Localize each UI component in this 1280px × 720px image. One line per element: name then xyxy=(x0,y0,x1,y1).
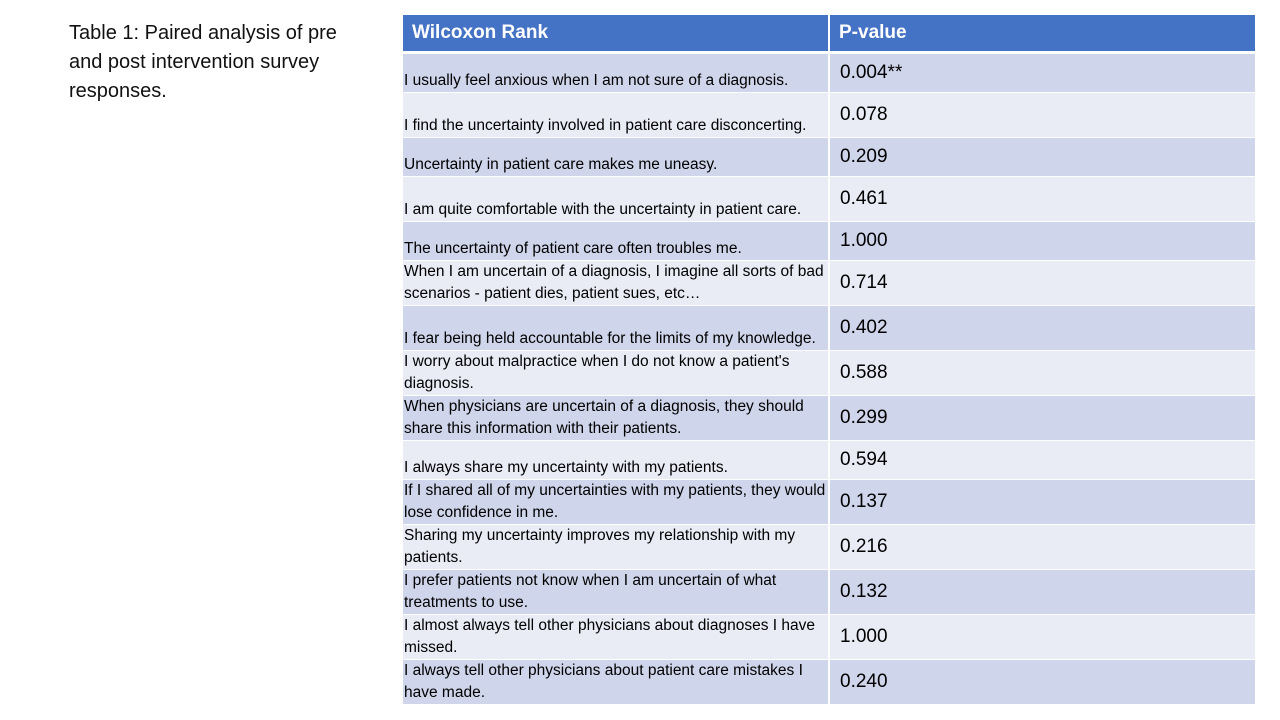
pvalue-cell: 0.216 xyxy=(829,525,1255,570)
pvalue-cell: 0.240 xyxy=(829,660,1255,705)
pvalue-cell: 1.000 xyxy=(829,222,1255,261)
statement-cell: I almost always tell other physicians about diagnoses I have missed. xyxy=(403,615,829,660)
pvalue-cell: 0.594 xyxy=(829,441,1255,480)
table-row xyxy=(403,615,1255,660)
results-table-container xyxy=(403,15,1255,705)
statement-cell: I find the uncertainty involved in patient care disconcerting. xyxy=(403,93,829,138)
table-row xyxy=(403,93,1255,138)
statement-cell: I usually feel anxious when I am not sure of a diagnosis. xyxy=(403,53,829,93)
pvalue-cell: 0.588 xyxy=(829,351,1255,396)
table-row xyxy=(403,306,1255,351)
table-row xyxy=(403,441,1255,480)
table-row xyxy=(403,570,1255,615)
statement-cell: The uncertainty of patient care often troubles me. xyxy=(403,222,829,261)
pvalue-cell: 0.137 xyxy=(829,480,1255,525)
table-row xyxy=(403,660,1255,705)
results-table xyxy=(403,15,1255,705)
statement-cell: If I shared all of my uncertainties with my patients, they would lose confidence in me. xyxy=(403,480,829,525)
statement-cell: I am quite comfortable with the uncertainty in patient care. xyxy=(403,177,829,222)
statement-cell: Uncertainty in patient care makes me uneasy. xyxy=(403,138,829,177)
statement-cell: Sharing my uncertainty improves my relationship with my patients. xyxy=(403,525,829,570)
pvalue-cell: 0.402 xyxy=(829,306,1255,351)
pvalue-cell: 0.299 xyxy=(829,396,1255,441)
statement-cell: When I am uncertain of a diagnosis, I imagine all sorts of bad scenarios - patient dies, patient sues, etc… xyxy=(403,261,829,306)
statement-cell: I always share my uncertainty with my patients. xyxy=(403,441,829,480)
table-header-row xyxy=(403,15,1255,53)
statement-cell: I prefer patients not know when I am uncertain of what treatments to use. xyxy=(403,570,829,615)
pvalue-cell: 0.461 xyxy=(829,177,1255,222)
column-header-statement: Wilcoxon Rank xyxy=(403,15,829,53)
table-row xyxy=(403,351,1255,396)
table-row xyxy=(403,53,1255,93)
table-row xyxy=(403,222,1255,261)
table-row xyxy=(403,138,1255,177)
pvalue-cell: 0.714 xyxy=(829,261,1255,306)
pvalue-cell: 0.004** xyxy=(829,53,1255,93)
statement-cell: I always tell other physicians about patient care mistakes I have made. xyxy=(403,660,829,705)
statement-cell: When physicians are uncertain of a diagnosis, they should share this information with their patients. xyxy=(403,396,829,441)
table-row xyxy=(403,261,1255,306)
pvalue-cell: 0.209 xyxy=(829,138,1255,177)
statement-cell: I worry about malpractice when I do not know a patient's diagnosis. xyxy=(403,351,829,396)
pvalue-cell: 0.078 xyxy=(829,93,1255,138)
pvalue-cell: 1.000 xyxy=(829,615,1255,660)
table-row xyxy=(403,525,1255,570)
statement-cell: I fear being held accountable for the limits of my knowledge. xyxy=(403,306,829,351)
pvalue-cell: 0.132 xyxy=(829,570,1255,615)
table-row xyxy=(403,177,1255,222)
table-row xyxy=(403,396,1255,441)
column-header-pvalue: P-value xyxy=(829,15,1255,53)
table-row xyxy=(403,480,1255,525)
table-caption: Table 1: Paired analysis of pre and post intervention survey responses. xyxy=(69,22,337,102)
